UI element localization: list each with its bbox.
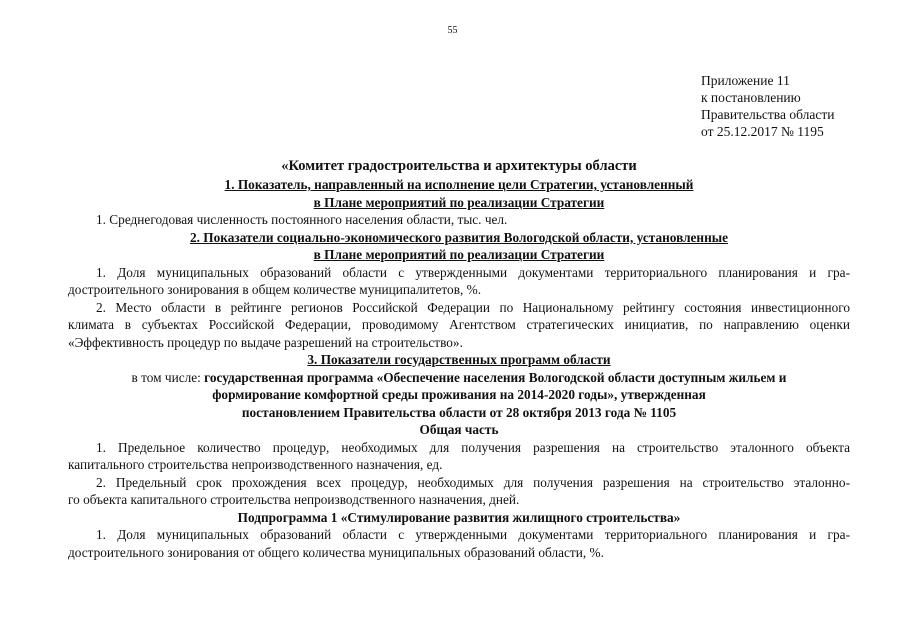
section2-item1-line1: 1. Доля муниципальных образований области с утвержденными документами территориального планирования и гра-: [96, 264, 850, 280]
appendix-block: [701, 72, 834, 140]
program-title-part1: государственная программа «Обеспечение населения Вологодской области доступным жильем и: [204, 369, 787, 385]
section3-item1-line1: 1. Предельное количество процедур, необходимых для получения разрешения на строительство эталонного объекта: [96, 439, 850, 455]
appendix-line-3: Правительства области: [701, 107, 835, 122]
subprogram-heading: Подпрограмма 1 «Стимулирование развития жилищного строительства»: [237, 509, 681, 525]
section3-item2-line1: 2. Предельный срок прохождения всех процедур, необходимых для получения разрешения на строительство эталонно-: [96, 474, 850, 490]
subprogram-item1-line1: 1. Доля муниципальных образований области с утвержденными документами территориального планирования и гра-: [96, 527, 850, 542]
section3-item2-line2: го объекта капитального строительства непроизводственного назначения, дней.: [68, 492, 520, 507]
section2-item1-line2: достроительного зонирования в общем количестве муниципалитетов, %.: [68, 282, 482, 297]
program-line-2: формирование комфортной среды проживания на 2014-2020 годы», утвержденная: [212, 387, 706, 402]
section1-item1: 1. Среднегодовая численность постоянного населения области, тыс. чел.: [96, 212, 508, 227]
section2-heading-line2: в Плане мероприятий по реализации Стратегии: [313, 247, 605, 262]
subprogram-item1-line2: достроительного зонирования от общего количества муниципальных образований области, %.: [68, 544, 604, 560]
program-line-3: постановлением Правительства области от 28 октября 2013 года № 1105: [241, 404, 677, 420]
program-line-1: [68, 369, 850, 387]
section1-heading-line1: 1. Показатель, направленный на исполнение цели Стратегии, установленный: [224, 177, 694, 192]
section2-heading-line1: 2. Показатели социально-экономического развития Вологодской области, установленные: [189, 229, 729, 245]
appendix-line-4: от 25.12.2017 № 1195: [701, 124, 824, 139]
document-body: [68, 157, 850, 561]
section3-heading: 3. Показатели государственных программ области: [307, 352, 611, 367]
section2-item2-line1: 2. Место области в рейтинге регионов Российской Федерации по Национальному рейтингу состояния инвестиционного: [96, 299, 850, 315]
section2-item2-line2: климата в субъектах Российской Федерации, проводимому Агентством стратегических инициатив, по направлению оценки: [68, 317, 850, 332]
appendix-line-2: к постановлению: [701, 90, 801, 105]
program-prefix: в том числе:: [131, 369, 205, 385]
section2-item2-line3: «Эффективность процедур по выдаче разрешений на строительство».: [68, 334, 463, 350]
section1-heading-line2: в Плане мероприятий по реализации Стратегии: [313, 194, 605, 210]
page-number: 55: [447, 25, 458, 36]
document-title: «Комитет градостроительства и архитектуры области: [281, 158, 637, 174]
section3-item1-line2: капитального строительства непроизводственного назначения, ед.: [68, 457, 443, 472]
appendix-line-1: Приложение 11: [701, 73, 790, 88]
general-part-heading: Общая часть: [419, 422, 499, 437]
